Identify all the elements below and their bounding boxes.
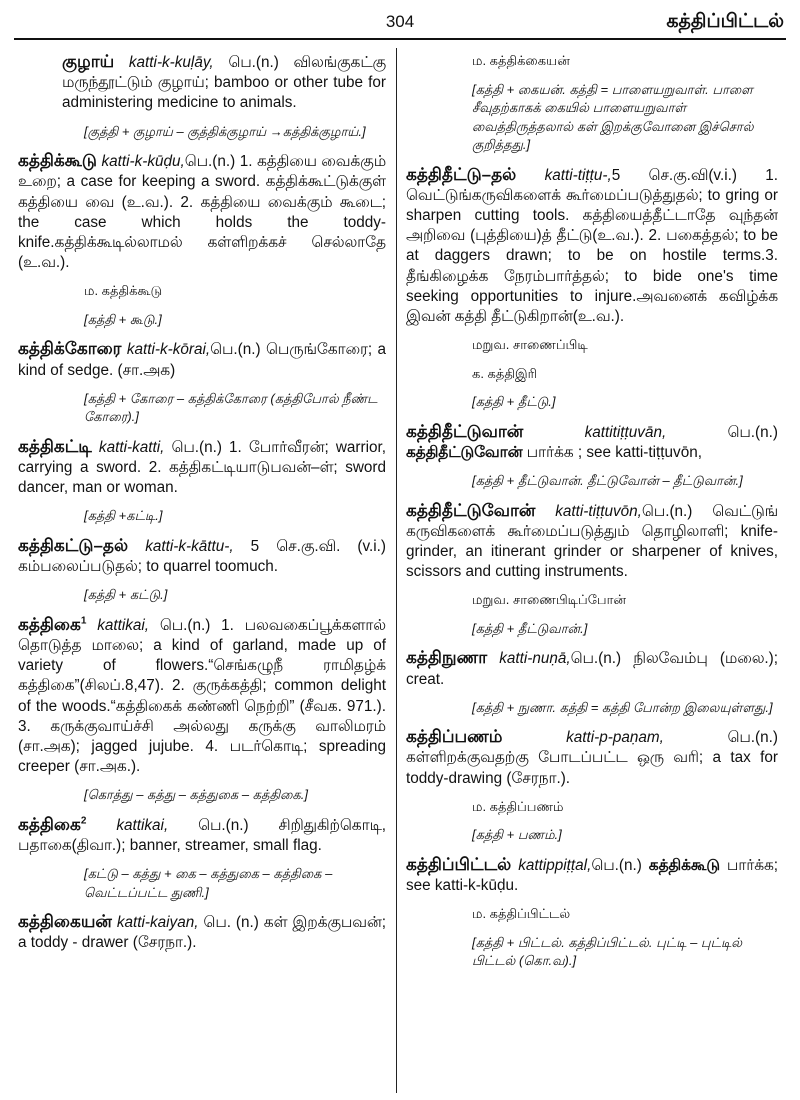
entry-transliteration: katti-k-kōrai, <box>126 341 211 359</box>
cognate-note: க. கத்திஇரி <box>472 365 537 381</box>
entry-transliteration: katti-k-kāttu-, <box>145 537 234 555</box>
right-column <box>406 52 778 1092</box>
page-number: 304 <box>385 12 415 31</box>
dictionary-entry <box>18 912 386 953</box>
entry-definition: பெ.(n.) வெட்டுங் கருவிகளைக் கூர்மைப்படுத்தும் தொழிலாளி; knife-grinder, an itinerant grinder or sharpener of knives, scissors and cutting instruments. <box>406 502 778 581</box>
entry-headword: கத்திநுணா <box>406 648 488 668</box>
dictionary-entry <box>406 165 778 328</box>
dictionary-entry <box>406 422 778 463</box>
entry-headword: கத்திகையன் <box>18 912 112 932</box>
etymology-note: [கத்தி + தீட்டு.] <box>472 394 556 410</box>
entry-definition-tail: பார்க்க ; see katti-tiṭṭuvōn, <box>522 443 702 461</box>
entry-transliteration: katti-p-paṇam, <box>566 729 664 747</box>
dictionary-entry <box>18 52 386 114</box>
column-divider <box>396 48 397 1093</box>
entry-headword: கத்திக்கூடு <box>18 151 97 171</box>
entry-definition: பெ.(n.) 1. பலவகைப்பூக்களால் தொடுத்த மாலை; a kind of garland, made up of variety of flowers.“செங்கழுநீ ராமிதழ்க் கத்திகை”(சிலப்.8,47). 2. குருக்கத்தி; common delight of the woods.“கத்திகைக் கண்ணி நெற்றி” (சீவக. 971.). 3. கருக்குவாய்ச்சி அல்லது கருக்கு வாலிமரம் (சா.அக); jagged jujube. 4. படர்கொடி; spreading creeper (சா.அக.). <box>18 616 386 776</box>
entry-definition: பெ.(n.) பெருங்கோரை; a kind of sedge. (சா.அக) <box>18 341 386 379</box>
dictionary-entry <box>406 501 778 583</box>
etymology-note: [கத்தி + கூடு.] <box>84 311 162 327</box>
etymology-note: [கத்தி +கட்டி.] <box>84 508 163 524</box>
cognate-note: ம. கத்திப்பிட்டல் <box>472 906 571 922</box>
entry-headword: கத்திப்பணம் <box>406 727 503 747</box>
etymology-note: [கொத்து – கத்து – கத்துகை – கத்திகை.] <box>84 787 308 803</box>
entry-definition: பெ.(n.) 1. கத்தியை வைக்கும் உறை; a case for keeping a sword. கத்திக்கூட்டுக்குள் கத்தியை வை (உ.வ.). 2. கத்தியை வைக்கும் கூடை; the case which holds the toddy-knife.கத்திக்கூடில்லாமல் கள்ளிறக்கச் செல்லாதே (உ.வ.). <box>18 153 386 272</box>
entry-headword: கத்திக்கோரை <box>18 339 122 359</box>
etymology-note: [கத்தி + கோரை – கத்திக்கோரை (கத்திபோல் நீண்ட கோரை).] <box>84 390 378 425</box>
dictionary-entry <box>18 815 386 856</box>
entry-headword: கத்திகட்டி <box>18 436 92 456</box>
entry-cross-reference: கத்திக்கூடு <box>648 856 720 874</box>
entry-transliteration: katti-tiṭṭuvōn, <box>555 502 642 520</box>
entry-transliteration: katti-katti, <box>98 438 165 456</box>
homonym-number: 2 <box>80 815 87 827</box>
entry-headword: கத்திகை$^1$ <box>18 614 87 634</box>
entry-transliteration: katti-k-kuḷāy, <box>128 54 214 71</box>
entry-definition: பெ. (n.) கள் இறக்குபவன்; a toddy - drawer (சேரநா.). <box>18 914 386 952</box>
entry-transliteration: katti-k-kūḍu, <box>101 153 185 171</box>
entry-transliteration: katti-tiṭṭu-, <box>544 166 612 184</box>
entry-definition: பெ.(n.) கள்ளிறக்குவதற்கு போடப்பட்ட ஒரு வரி; a tax for toddy-drawing (சேரநா.). <box>406 729 778 787</box>
cognate-note: மறுவ. சாணைப்பிடி <box>472 337 588 353</box>
etymology-note: [கத்தி + கட்டு.] <box>84 587 168 603</box>
cognate-note: மறுவ. சாணைபிடிப்போன் <box>472 592 627 608</box>
etymology-note: [குத்தி + குழாய் – குத்திக்குழாய் →கத்திக்குழாய்.] <box>84 123 366 139</box>
dictionary-entry <box>18 151 386 273</box>
entry-definition: பெ.(n.) 1. போர்வீரன்; warrior, carrying a sword. 2. கத்திகட்டியாடுபவன்–ள்; sword dancer, man or woman. <box>18 438 386 497</box>
page-header <box>14 6 786 40</box>
cognate-note: ம. கத்திக்கூடு <box>84 283 163 299</box>
entry-definition: பெ.(n.) <box>591 856 649 874</box>
entry-definition: பெ.(n.) விலங்குகட்கு மருந்தூட்டும் குழாய்; bamboo or other tube for administering medicine to animals. <box>62 54 386 112</box>
dictionary-entry <box>18 339 386 380</box>
entry-headword: கத்திப்பிட்டல் <box>406 854 512 874</box>
entry-transliteration: katti-nuṇā, <box>499 650 571 668</box>
entry-transliteration: kattippiṭṭal, <box>518 856 592 874</box>
cognate-note: ம. கத்திப்பணம் <box>472 798 564 814</box>
etymology-note: [கத்தி + நுணா. கத்தி = கத்தி போன்ற இலையுள்ளது.] <box>472 699 773 715</box>
entry-definition: 5 செ.கு.வி. (v.i.) கம்பலைப்படுதல்; to quarrel toomuch. <box>18 537 386 576</box>
dictionary-entry <box>18 536 386 577</box>
etymology-note: [கத்தி + பிட்டல். கத்திப்பிட்டல். புட்டி – புட்டில் பிட்டல் (கொ.வ).] <box>472 934 743 969</box>
dictionary-entry <box>18 615 386 778</box>
entry-headword: கத்திதீட்டுவோன் <box>406 500 536 520</box>
entry-headword: கத்திகை$^2$ <box>18 814 87 834</box>
entry-cross-reference: கத்திதீட்டுவோன் <box>406 443 523 461</box>
homonym-number: 1 <box>80 615 87 627</box>
entry-definition: பெ.(n.) சிறிதுகிற்கொடி, பதாகை(திவா.); banner, streamer, small flag. <box>18 816 386 855</box>
cognate-note: ம. கத்திக்கையன் <box>472 53 570 68</box>
entry-definition: பெ.(n.) <box>666 423 778 441</box>
running-head-word: கத்திப்பிட்டல் <box>666 11 784 32</box>
left-column <box>18 52 386 1092</box>
entry-transliteration: kattikai, <box>97 616 150 634</box>
entry-transliteration: kattikai, <box>116 816 169 834</box>
dictionary-entry <box>406 648 778 689</box>
entry-definition: 5 செ.கு.வி(v.i.) 1. வெட்டுங்கருவிகளைக் கூர்மைப்படுத்துதல்; to gring or sharpen cutting tools. கத்தியைத்தீட்டாதே வுந்தன் அறிவை (புத்தியை)த் தீட்டு(உ.வ.). 2. பகைத்தல்; to be at daggers drawn; to be on hostile terms.3. தீங்கிழைக்க நேரம்பார்த்தல்; to bide one's time seeking opportunities to injure.அவனைக் கவிழ்க்க இவன் கத்தி தீட்டுகிறான்(உ.வ.). <box>406 166 778 325</box>
entry-headword: கத்திகட்டு–தல் <box>18 535 129 555</box>
etymology-note: [கத்தி + கையன். கத்தி = பாளையறுவாள். பாளை சீவுதற்காகக் கையில் பாளையறுவாள் வைத்திருத்தலால் கள் இறக்குவோனை இச்சொல் குறித்தது.] <box>472 81 754 152</box>
etymology-note: [கத்தி + பணம்.] <box>472 827 562 843</box>
entry-headword: குழாய் <box>62 52 115 71</box>
entry-definition: பெ.(n.) நிலவேம்பு (மலை.); creat. <box>406 650 778 688</box>
etymology-note: [கட்டு – கத்து + கை – கத்துகை – கத்திகை – வெட்டப்பட்ட துணி.] <box>84 866 333 900</box>
dictionary-entry <box>406 855 778 896</box>
etymology-note: [கத்தி + தீட்டுவான். தீட்டுவோன் – தீட்டுவான்.] <box>472 473 743 489</box>
entry-definition-tail: பார்க்க; see katti-k-kūḍu. <box>406 856 778 895</box>
entry-transliteration: kattitiṭṭuvān, <box>584 423 667 441</box>
entry-headword: கத்திதீட்டு–தல் <box>406 164 517 184</box>
dictionary-entry <box>18 437 386 499</box>
entry-headword: கத்திதீட்டுவான் <box>406 421 524 441</box>
dictionary-entry <box>406 727 778 789</box>
etymology-note: [கத்தி + தீட்டுவான்.] <box>472 620 588 636</box>
entry-transliteration: katti-kaiyan, <box>116 914 199 932</box>
